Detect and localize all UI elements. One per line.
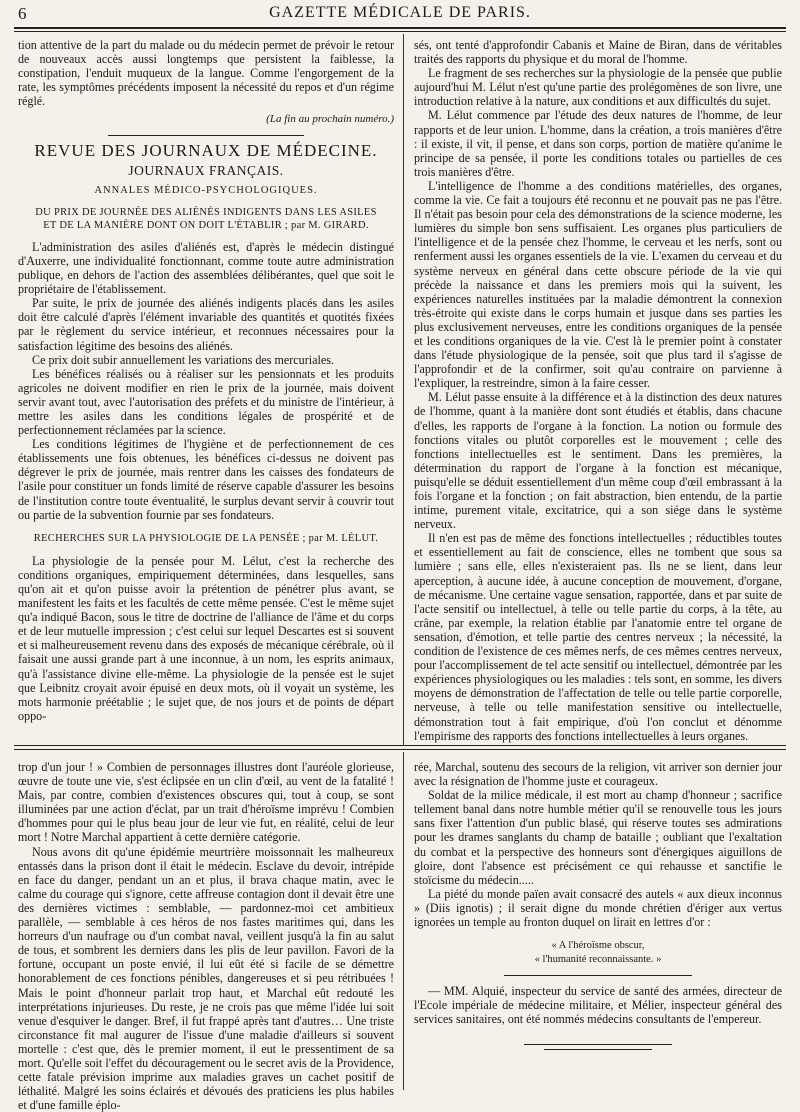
subsection-title: JOURNAUX FRANÇAIS. xyxy=(128,162,284,178)
page-number: 6 xyxy=(18,4,27,23)
inscription-line: « l'humanité reconnaissante. » xyxy=(534,954,662,966)
continuation-note: (La fin au prochain numéro.) xyxy=(266,113,394,126)
end-rule-thin xyxy=(544,1049,652,1050)
paragraph: Par suite, le prix de journée des aliénés indigents placés dans les asiles doit être calculé d'après l'élément invariable des quantités et quotités fixées par le règlement du service intérieur, et reconnues nécessaires pour la satisfaction légitime des besoins des aliénés. xyxy=(18,296,394,353)
paragraph: trop d'un jour ! » Combien de personnages illustres dont l'auréole glorieuse, œuvre de toute une vie, s'est éclipsée en un clin d'œil, au vent de la fatalité ! Mais, par contre, combien d'existences obscures qui, tout à coup, se sont illuminées par une action d'éclat, par un trait d'héroïsme imprévu ! Combien d'hommes pour qui le plus beau jour de leur vie fut, en réalité, celui de leur mort ! Notre Marchal appartient à cette dernière catégorie. xyxy=(18,760,394,845)
journal-name: ANNALES MÉDICO-PSYCHOLOGIQUES. xyxy=(94,184,318,196)
paragraph: Le fragment de ses recherches sur la physiologie de la pensée que publie aujourd'hui M. Lélut n'est qu'une partie des prolégomènes de son livre, une introduction relative à la nature, aux conditions et aux difficultés du sujet. xyxy=(414,66,782,109)
header-rule-thin xyxy=(14,31,786,32)
column-divider-top xyxy=(403,34,404,746)
journal-title: GAZETTE MÉDICALE DE PARIS. xyxy=(269,4,531,21)
paragraph: Les conditions légitimes de l'hygiène et de perfectionnement de ces établissements une fois obtenues, les bénéfices ci-dessus ne doivent pas dégrever le prix de journée, mais rentrer dans les caisses des fondateurs de l'asile pour constituer un fonds limité de réserve capable d'assurer les besoins de l'institution contre toute éventualité, le surplus devant servir à couvrir tout ou partie de la subvention fournie par ses fondateurs. xyxy=(18,437,394,522)
paragraph: La physiologie de la pensée pour M. Lélut, c'est la recherche des conditions organiques, empiriquement déterminées, dans lesquelles, sans qu'on ait et qu'on puisse avoir la prétention de pénétrer plus avant, se manifestent les faits et les facultés de cette même pensée. C'est le même sujet qu'a indiqué Bacon, sous le titre de doctrine de l'alliance de l'âme et du corps et de leur mutuelle impression ; c'est celui sur lequel Descartes est si souvent et si malheureusement revenu dans des exposés de mécanique cérébrale, où il faisait une aussi grande part à une inconnue, à un nom, les esprits animaux, qu'à l'assistance divine elle-même. La physiologie de la pensée est le sujet que Leibnitz croyait avoir épuisé en deux mots, où il voyait un système, les mots harmonie préétablie ; le sujet que, de nos jours et de points de départ oppo- xyxy=(18,553,394,723)
inscription xyxy=(414,939,782,967)
paragraph: tion attentive de la part du malade ou du médecin permet de prévoir le retour de nouveaux accès aussi longtemps que persistent la faiblesse, la constipation, l'enduit muqueux de la langue. Comme l'engorgement de la rate, les symptômes précédents imposent la nécessité du repos et d'un régime réglé. xyxy=(18,38,394,109)
column-right-bottom xyxy=(414,760,782,1090)
paragraph: Il n'en est pas de même des fonctions intellectuelles ; réductibles toutes et essentiellement au fait de conscience, elles ne tombent que sous sa lumière ; sans elle, elles n'existeraient pas. Ils ne se lient, dans leur aperception, à aucune idée, à aucune conception de mouvement, d'organe, de mécanisme. Une certaine vague sensation, rapportée, dans et par suite de l'acte sensitif ou intellectuel, à telle ou telle partie du corps, à la tête, au crâne, par exemple, la relation établie par l'anatomie entre tel organe de sensation, d'émotion, et telle partie des centres nerveux ; la nécessité, la condition de l'existence de ces mêmes nerfs, de ces mêmes centres nerveux, pour l'accomplissement de tel acte sensitif ou intellectuel, démontrée par les expériences physiologiques ou les maladies : tels sont, en somme, les divers moyens de démonstration de l'affectation de telle ou telle partie corporelle, nerveuse, à telle ou telle manifestation sensitive ou intellectuelle, démonstration tout à fait empirique, d'où l'on conclut et dénomme l'empirisme des rapports des fonctions intellectuelles à leurs organes. xyxy=(414,531,782,743)
paragraph: La piété du monde païen avait consacré des autels « aux dieux inconnus » (Diis ignotis) ; il serait digne du monde chrétien d'ériger aux vertus ignorées un temple au fronton duquel on lirait en lettres d'or : xyxy=(414,886,782,930)
paragraph: M. Lélut passe ensuite à la différence et à la distinction des deux natures de l'homme, quant à la manière dont sont étudiés et établis, dans chacune d'elles, les rapports de l'organe à la fonction. La notion ou formule des fonctions vitales ou plutôt corporelles est le mouvement ; celle des fonctions intellectuelles est le sentiment. Dans les premières, la détermination du rapport de l'organe à la fonction est mécanique, puisqu'elle se déduit essentiellement d'un même coup d'œil embrassant à la fois l'organe et la fonction ; on fait abstraction, bien entendu, de la partie intime, purement vitale, excitatrice, qui a son siége dans le système nerveux. xyxy=(414,390,782,532)
column-divider-bottom xyxy=(403,752,404,1090)
paragraph: Nous avons dit qu'une épidémie meurtrière moissonnait les malheureux entassés dans la prison dont il était le médecin. Esclave du devoir, intrépide en face du danger, pendant un an et plus, il brava chaque matin, avec le calme du courage qui s'ignore, cette affreuse contagion dont il devait être une des dernières victimes : semblable, — pardonnez-moi cet ambitieux parallèle, — semblable à ces héros de nos fastes maritimes qui, dans les horreurs d'un naufrage ou d'un combat naval, veillent jusqu'à la fin au salut de tous, et sombrent les derniers dans les plis de leur pavillon. Favori de la fortune, occupant un poste envié, il lui eût été si facile de se démettre honorablement de ces fonctions pénibles, dangereuses et si peu rétribuées ! Mais le point d'honneur parlait trop haut, et Marchal eût redouté les interprétations injurieuses. Du reste, je ne crois pas que même l'idée lui soit venue d'esquiver le danger. Bref, il fut frappé après tant d'autres… Une triste circonstance fit mal augurer de l'issue d'une maladie d'ailleurs si souvent mortelle : c'est que, dès le premier moment, il eut le pressentiment de sa mort. Qu'elle soit l'effet du découragement ou le secret avis de la Providence, cette fatale prévision imprime aux maladies graves un cachet positif de léthalité. Malgré les soins éclairés et dévoués des praticiens les plus habiles et d'une famille éplo- xyxy=(18,844,394,1112)
end-rule xyxy=(524,1044,672,1045)
column-left-top xyxy=(18,38,394,740)
article-title: RECHERCHES SUR LA PHYSIOLOGIE DE LA PENSÉE ; par M. LÉLUT. xyxy=(33,532,379,544)
news-item: — MM. Alquié, inspecteur du service de santé des armées, directeur de l'Ecole impériale de médecine militaire, et Mélier, inspecteur général des services sanitaires, ont été nommés médecins consultants de l'empereur. xyxy=(414,984,782,1027)
paragraph: L'intelligence de l'homme a des conditions matérielles, des organes, comme la vie. Ce fait a toujours été reconnu et ne pouvait pas ne pas l'être. Il n'était pas besoin pour cela des démonstrations de la science moderne, les lumières du simple bon sens suffisaient. Les organes plus particuliers de l'intelligence et de la pensée chez l'homme, le cerveau et les nerfs, sont ou renferment aussi les organes essentiels de la vie. L'examen du cerveau et du système nerveux en général dans cette obscure période de la vie qui précède la naissance et dans les premiers mois qui la suivent, les expériences naturelles instituées par la maladie démontrent la connexion très-étroite qui existe dans le corps humain et jusque dans ses parties les plus exclusivement nerveuses, entre les conditions organiques de la pensée et les conditions organiques de la vie. C'est là le premier point à constater dans l'étude physiologique de la pensée, soit que plus tard il s'agisse de l'approfondir et de la confirmer, soit qu'au contraire on parvienne à l'expliquer, la restreindre, simon à la faire cesser. xyxy=(414,178,782,391)
paragraph: L'administration des asiles d'aliénés est, d'après le médecin distingué d'Auxerre, une individualité fonctionnant, comme toute autre administration publique, en dehors de l'action des assemblées délibérantes, quel que soit le propriétaire de l'établissement. xyxy=(18,239,394,297)
article-title: DU PRIX DE JOURNÉE DES ALIÉNÉS INDIGENTS DANS LES ASILES ET DE LA MANIÈRE DONT ON DOIT L'ÉTABLIR ; par M. GIRARD. xyxy=(35,206,377,231)
paragraph: sés, ont tenté d'approfondir Cabanis et Maine de Biran, dans de véritables traités des rapports du physique et du moral de l'homme. xyxy=(414,38,782,67)
header-rule xyxy=(14,27,786,29)
paragraph: Soldat de la milice médicale, il est mort au champ d'honneur ; sacrifice tellement banal dans notre humble métier qu'il se renouvelle tous les jours sans fixer l'attention d'un public blasé, qui réserve toutes ses admirations pour les drames sanglants du champ de bataille ; oubliant que l'exaltation du combat et la perspective des honneurs sont d'énergiques aiguillons de gloire, dont l'absence est précisément ce qui rehausse et sanctifie le stoïcisme du médecin..... xyxy=(414,788,782,887)
paragraph: rée, Marchal, soutenu des secours de la religion, vit arriver son dernier jour avec la résignation de l'homme juste et courageux. xyxy=(414,760,782,789)
column-right-top xyxy=(414,38,782,743)
inscription-line: « A l'héroïsme obscur, xyxy=(551,940,645,952)
column-left-bottom xyxy=(18,760,394,1112)
separator xyxy=(108,135,304,136)
paragraph: Ce prix doit subir annuellement les variations des mercuriales. xyxy=(32,352,334,367)
paragraph: M. Lélut commence par l'étude des deux natures de l'homme, de leur rapports et de leur union. L'homme, dans la création, a trois manières d'être : il existe, il vit, il pense, et dans son corps, portion de matière qu'anime le principe de sa pensée, il porte les conditions totales ou partielles de ces trois manières d'être. xyxy=(414,108,782,179)
paragraph: Les bénéfices réalisés ou à réaliser sur les pensionnats et les produits agricoles ne doivent modifier en rien le prix de la journée, mais doivent servir avant tout, avec l'autorisation des préfets et du ministre de l'intérieur, à mettre les asiles dans les conditions légales de prospérité et de perfectionnement réclamées par la science. xyxy=(18,366,394,438)
separator xyxy=(504,975,692,976)
page-header xyxy=(14,2,786,28)
section-divider-thin xyxy=(14,749,786,750)
section-divider xyxy=(14,745,786,746)
section-title: REVUE DES JOURNAUX DE MÉDECINE. xyxy=(34,140,378,160)
